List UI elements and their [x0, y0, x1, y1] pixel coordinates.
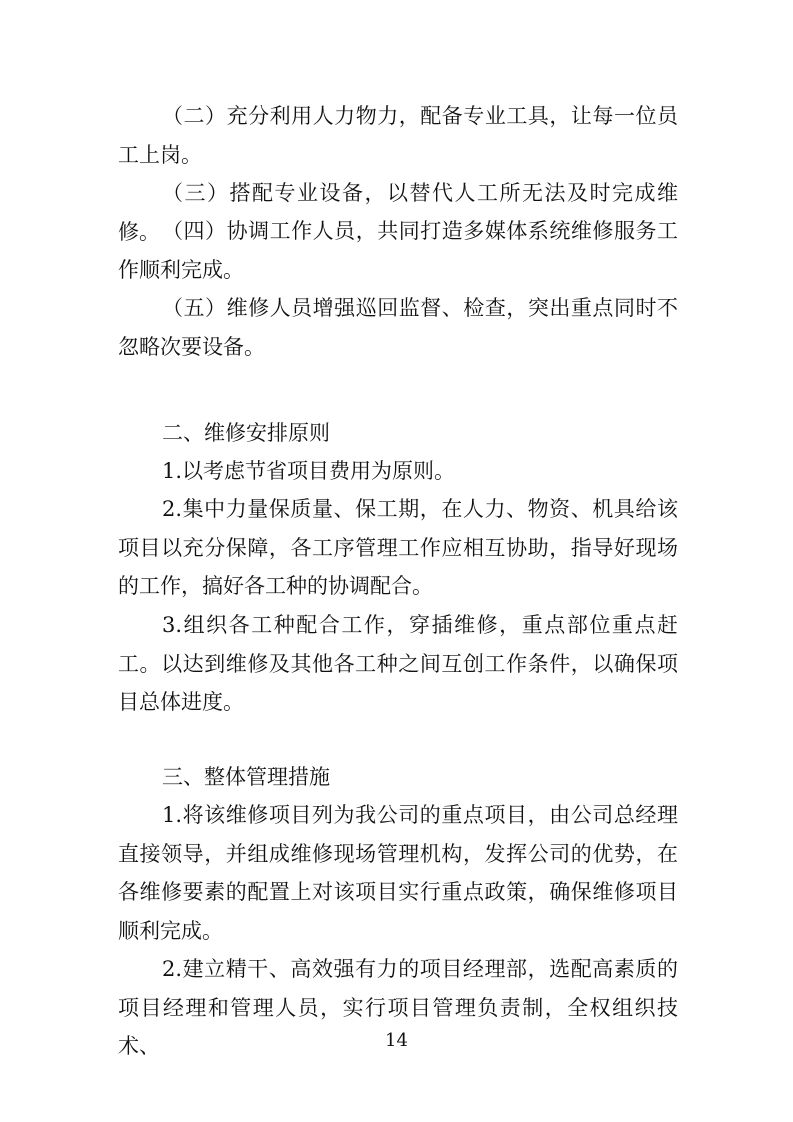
section2-item-1: 1.以考虑节省项目费用为原则。: [162, 459, 456, 483]
page-number: 14: [385, 1030, 408, 1051]
section-heading-2: 二、维修安排原则: [162, 421, 330, 445]
list-item-4: （四）协调工作人员，共同打造多媒体系统维修服务工作顺利完成。: [118, 219, 678, 282]
section2-item-3: 3.组织各工种配合工作，穿插维修，重点部位重点赶工。以达到维修及其他各工种之间互创工作条件，以确保项目总体进度。: [118, 613, 678, 714]
list-item-2: （二）充分利用人力物力，配备专业工具，让每一位员工上岗。: [118, 104, 678, 167]
section3-item-2: 2.建立精干、高效强有力的项目经理部，选配高素质的项目经理和管理人员，实行项目管理负责制，全权组织技术、: [118, 957, 678, 1058]
section3-item-1: 1.将该维修项目列为我公司的重点项目，由公司总经理直接领导，并组成维修现场管理机构，发挥公司的优势，在各维修要素的配置上对该项目实行重点政策，确保维修项目顺利完成。: [118, 803, 678, 943]
section2-item-2: 2.集中力量保质量、保工期，在人力、物资、机具给该项目以充分保障，各工序管理工作应相互协助，指导好现场的工作，搞好各工种的协调配合。: [118, 497, 678, 598]
section-heading-3: 三、整体管理措施: [162, 765, 330, 789]
list-item-5: （五）维修人员增强巡回监督、检查，突出重点同时不忽略次要设备。: [118, 296, 678, 359]
list-item-3: （三）搭配专业设备，以替代人工所无法及时完成维修。: [118, 181, 678, 244]
